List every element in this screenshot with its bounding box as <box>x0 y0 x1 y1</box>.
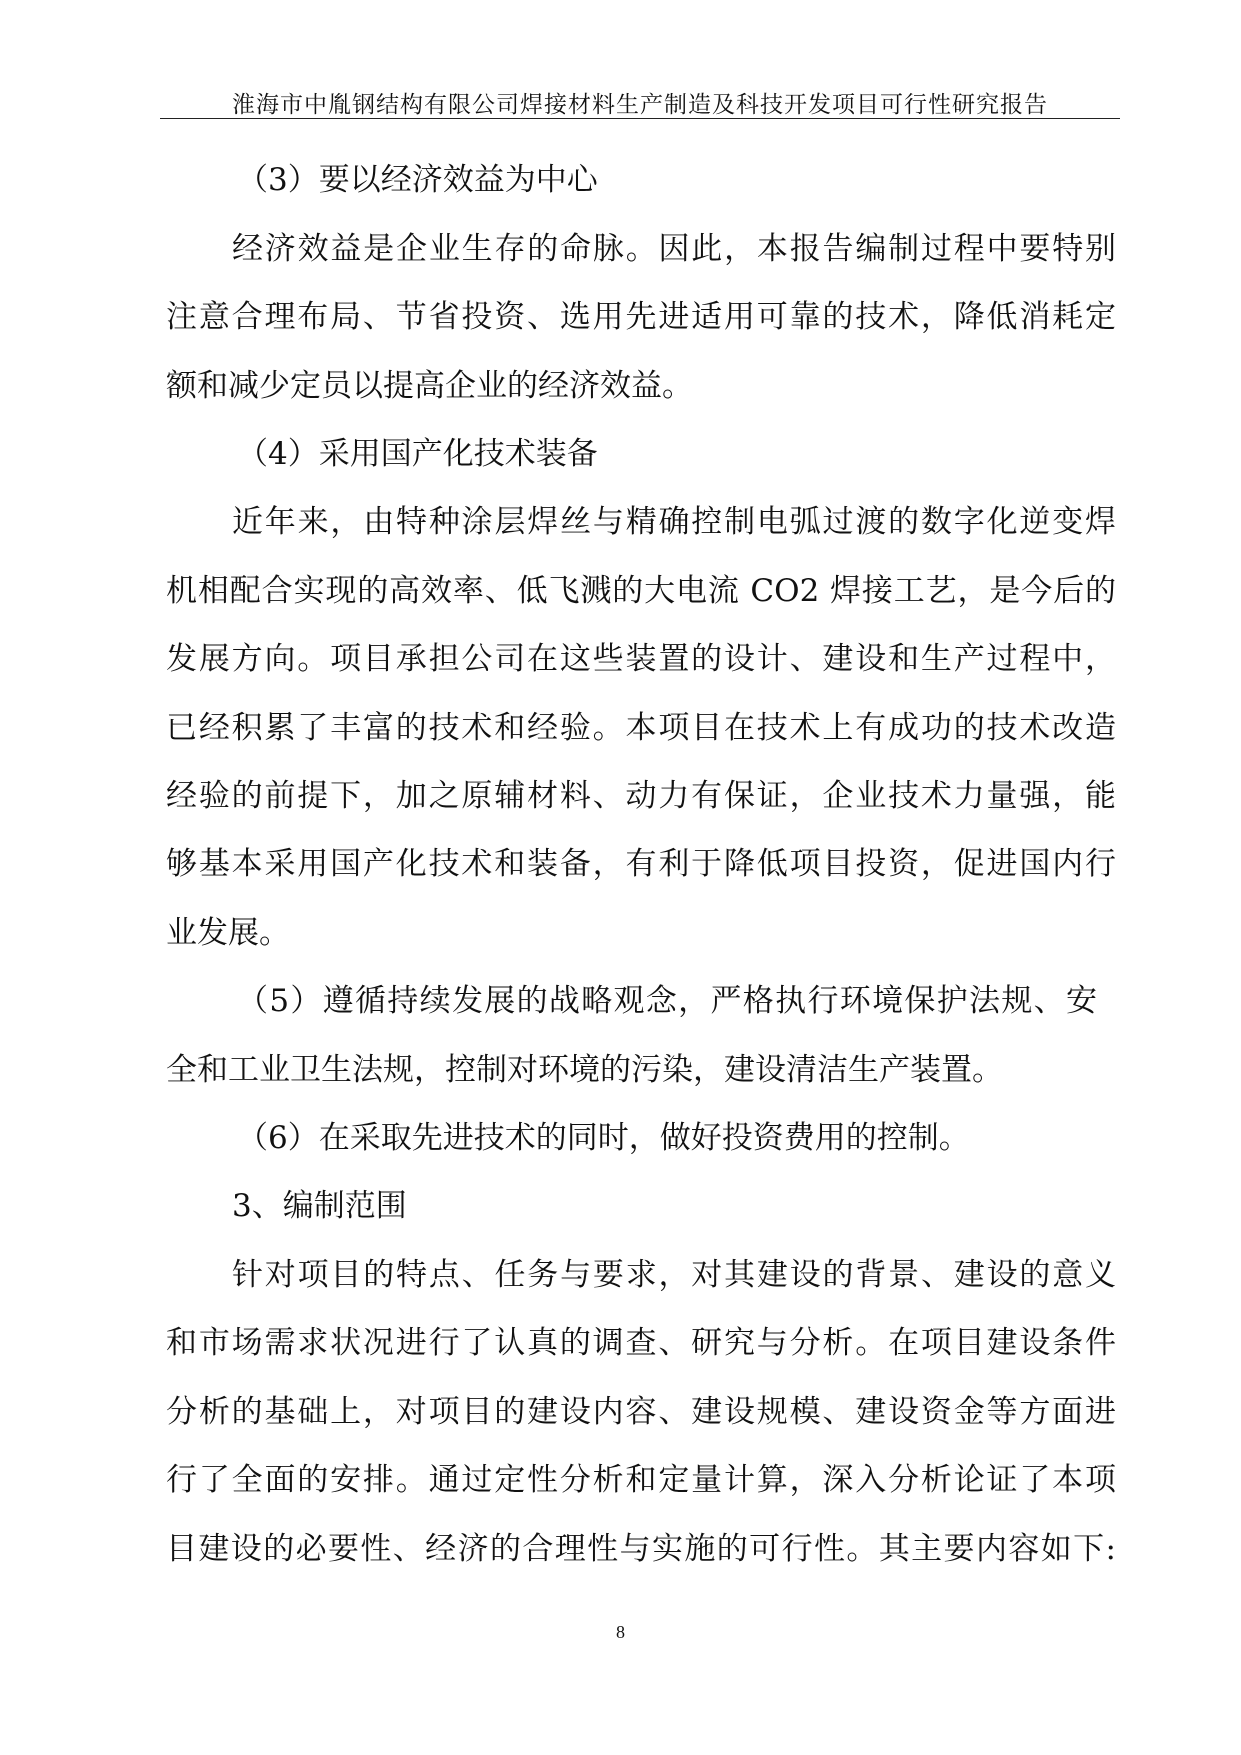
paragraph-line: 分析的基础上，对项目的建设内容、建设规模、建设资金等方面进 <box>166 1394 1116 1430</box>
paragraph-line: 全和工业卫生法规，控制对环境的污染，建设清洁生产装置。 <box>166 1052 1003 1088</box>
paragraph-line: 目建设的必要性、经济的合理性与实施的可行性。其主要内容如下: <box>166 1531 1116 1567</box>
section-heading-4: （4）采用国产化技术装备 <box>237 436 598 472</box>
page-header-title: 淮海市中胤钢结构有限公司焊接材料生产制造及科技开发项目可行性研究报告 <box>232 92 1048 118</box>
section-heading-5: （5）遵循持续发展的战略观念，严格执行环境保护法规、安 <box>237 983 1097 1019</box>
paragraph-line: 机相配合实现的高效率、低飞溅的大电流 CO2 焊接工艺，是今后的 <box>166 573 1116 609</box>
paragraph-line: 经济效益是企业生存的命脉。因此，本报告编制过程中要特别 <box>232 231 1116 267</box>
paragraph-line: 额和减少定员以提高企业的经济效益。 <box>166 368 693 404</box>
paragraph-line: 经验的前提下，加之原辅材料、动力有保证，企业技术力量强，能 <box>166 778 1116 814</box>
section-heading-3: （3）要以经济效益为中心 <box>237 162 598 198</box>
paragraph-line: 已经积累了丰富的技术和经验。本项目在技术上有成功的技术改造 <box>166 710 1116 746</box>
paragraph-line: 发展方向。项目承担公司在这些装置的设计、建设和生产过程中， <box>166 641 1116 677</box>
paragraph-line: 和市场需求状况进行了认真的调查、研究与分析。在项目建设条件 <box>166 1325 1116 1361</box>
paragraph-line: 够基本采用国产化技术和装备，有利于降低项目投资，促进国内行 <box>166 846 1116 882</box>
paragraph-line: 近年来，由特种涂层焊丝与精确控制电弧过渡的数字化逆变焊 <box>232 504 1116 540</box>
section-heading-scope: 3、编制范围 <box>232 1188 407 1224</box>
paragraph-line: 业发展。 <box>166 915 290 951</box>
header-divider <box>160 118 1120 119</box>
paragraph-line: 行了全面的安排。通过定性分析和定量计算，深入分析论证了本项 <box>166 1462 1116 1498</box>
section-heading-6: （6）在采取先进技术的同时，做好投资费用的控制。 <box>237 1120 970 1156</box>
page-number: 8 <box>616 1622 625 1642</box>
paragraph-line: 针对项目的特点、任务与要求，对其建设的背景、建设的意义 <box>232 1257 1116 1293</box>
paragraph-line: 注意合理布局、节省投资、选用先进适用可靠的技术，降低消耗定 <box>166 299 1116 335</box>
